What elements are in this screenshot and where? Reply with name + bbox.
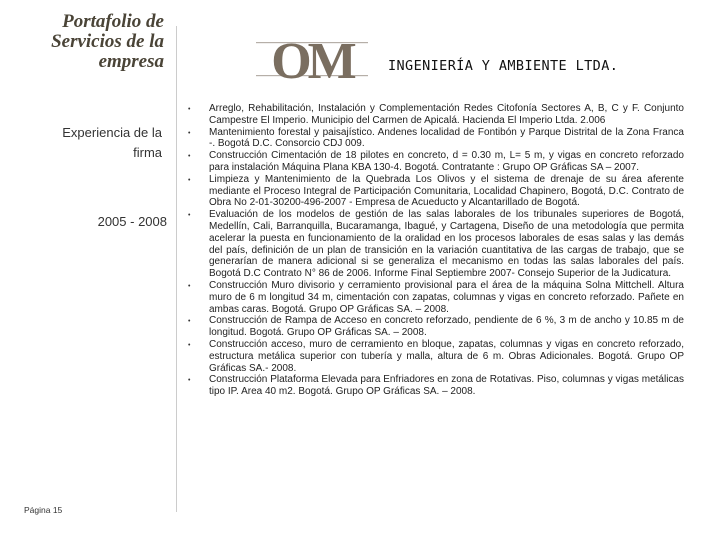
- list-item: • Evaluación de los modelos de gestión de las salas laborales de los tribunales superiores de Bogotá, Medellín, Cali, Barranquilla, Bucaramanga, Ibagué, y Cartagena, Diseño de una metodología que permita acelerar la puesta en funcionamiento de la oralidad en los procesos laborales de esas salas y las demás del país, definición de un plan de transición en la variación cuantitativa de las cargas de trabajo, que se generarían de manera adicional si se generaliza el mecanismo en todas las salas laborales del país. Bogotá D.C Contrato N° 86 de 2006. Informe Final Septiembre 2007- Consejo Superior de la Judicatura.: [188, 209, 684, 280]
- list-item: • Construcción de Rampa de Acceso en concreto reforzado, pendiente de 6 %, 3 m de ancho y 10.85 m de longitud. Bogotá. Grupo OP Gráficas SA. – 2008.: [188, 315, 684, 339]
- list-item: • Limpieza y Mantenimiento de la Quebrada Los Olivos y el sistema de drenaje de su área aferente mediante el Proceso Integral de Participación Comunitaria, Localidad Chapinero, Bogotá, D.C. Contrato de Obra No 2-01-30200-496-2007 - Empresa de Acueducto y Alcantarillado de Bogotá.: [188, 174, 684, 209]
- period-range: 2005 - 2008: [97, 214, 167, 229]
- project-list: [188, 103, 684, 398]
- company-name: INGENIERÍA Y AMBIENTE LTDA.: [388, 58, 619, 74]
- page-title: Portafolio de Servicios de la empresa: [51, 11, 164, 72]
- list-item: • Construcción acceso, muro de cerramiento en bloque, zapatas, columnas y vigas en concreto reforzado, estructura metálica superior con tubería y malla, altura de 6 m. Obras Adicionales. Bogotá. Grupo OP Gráficas SA.- 2008.: [188, 339, 684, 374]
- page-number: Página 15: [24, 505, 63, 515]
- list-item: • Construcción Muro divisorio y cerramiento provisional para el área de la máquina Solna Mittchell. Altura muro de 6 m longitud 34 m, cimentación con zapatas, columnas y vigas en concreto reforzado. Pañete en ambas caras. Bogotá. Grupo OP Gráficas SA. – 2008.: [188, 280, 684, 315]
- logo-text: OM: [271, 34, 353, 84]
- company-logo: [256, 34, 368, 84]
- list-item: • Mantenimiento forestal y paisajístico. Andenes localidad de Fontibón y Parque Distrital de la Zona Franca -. Bogotá D.C. Consorcio CDJ 009.: [188, 127, 684, 151]
- section-label: Experiencia de la firma: [62, 125, 162, 160]
- list-item: • Arreglo, Rehabilitación, Instalación y Complementación Redes Citofonía Sectores A, B, C y F. Conjunto Campestre El Imperio. Municipio del Carmen de Apicalá. Hacienda El Imperio Ltda. 2.006: [188, 103, 684, 127]
- vertical-divider: [176, 26, 177, 512]
- list-item: • Construcción Plataforma Elevada para Enfriadores en zona de Rotativas. Piso, columnas y vigas metálicas tipo IP. Area 40 m2. Bogotá. Grupo OP Gráficas SA. – 2008.: [188, 374, 684, 398]
- list-item: • Construcción Cimentación de 18 pilotes en concreto, d = 0.30 m, L= 5 m, y vigas en concreto reforzado para instalación Máquina Plana KBA 130-4. Bogotá. Contratante : Grupo OP Gráficas SA – 2007.: [188, 150, 684, 174]
